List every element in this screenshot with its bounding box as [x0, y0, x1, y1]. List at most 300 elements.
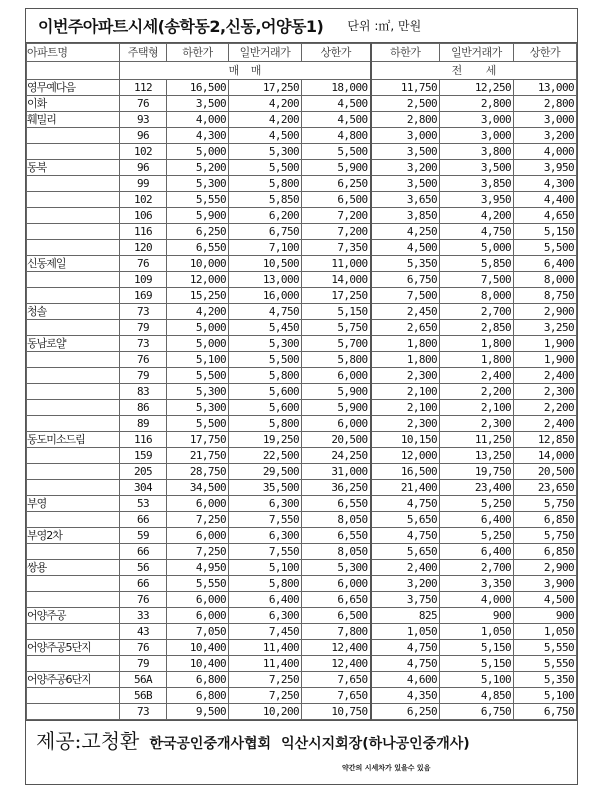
cell-apt-name: 어양주공	[27, 608, 120, 624]
header-sale-low: 하한가	[167, 44, 229, 62]
cell-sale-low: 7,050	[167, 624, 229, 640]
cell-sale-low: 5,300	[167, 176, 229, 192]
cell-jeonse-low: 1,800	[371, 352, 440, 368]
table-row	[27, 192, 577, 208]
cell-jeonse-high: 3,200	[514, 128, 577, 144]
cell-jeonse-low: 5,350	[371, 256, 440, 272]
table-row	[27, 384, 577, 400]
cell-jeonse-avg: 5,150	[440, 656, 514, 672]
cell-jeonse-low: 4,750	[371, 496, 440, 512]
table-row	[27, 560, 577, 576]
cell-jeonse-high: 4,300	[514, 176, 577, 192]
cell-jeonse-low: 7,500	[371, 288, 440, 304]
cell-sale-low: 5,200	[167, 160, 229, 176]
cell-jeonse-high: 5,150	[514, 224, 577, 240]
cell-jeonse-avg: 2,700	[440, 560, 514, 576]
cell-jeonse-high: 2,900	[514, 304, 577, 320]
cell-jeonse-avg: 5,250	[440, 528, 514, 544]
cell-jeonse-avg: 6,750	[440, 704, 514, 720]
cell-sale-avg: 6,300	[229, 528, 302, 544]
cell-jeonse-low: 3,200	[371, 576, 440, 592]
cell-sale-high: 6,650	[302, 592, 371, 608]
cell-size: 73	[120, 304, 167, 320]
cell-size: 76	[120, 640, 167, 656]
cell-apt-name: 어양주공6단지	[27, 672, 120, 688]
cell-apt-name	[27, 128, 120, 144]
cell-jeonse-low: 825	[371, 608, 440, 624]
cell-jeonse-high: 3,000	[514, 112, 577, 128]
table-row	[27, 416, 577, 432]
cell-sale-low: 10,400	[167, 640, 229, 656]
cell-sale-avg: 6,400	[229, 592, 302, 608]
title-row	[26, 9, 577, 43]
table-row	[27, 208, 577, 224]
cell-sale-avg: 5,600	[229, 384, 302, 400]
cell-sale-avg: 22,500	[229, 448, 302, 464]
cell-jeonse-avg: 2,400	[440, 368, 514, 384]
table-row	[27, 128, 577, 144]
unit-label: 단위 :㎡, 만원	[347, 19, 422, 33]
cell-sale-avg: 7,250	[229, 672, 302, 688]
cell-sale-avg: 10,500	[229, 256, 302, 272]
cell-jeonse-low: 1,800	[371, 336, 440, 352]
cell-jeonse-low: 2,450	[371, 304, 440, 320]
cell-size: 73	[120, 704, 167, 720]
cell-sale-low: 6,800	[167, 672, 229, 688]
cell-size: 79	[120, 368, 167, 384]
cell-jeonse-avg: 19,750	[440, 464, 514, 480]
cell-jeonse-avg: 2,100	[440, 400, 514, 416]
cell-sale-low: 21,750	[167, 448, 229, 464]
cell-jeonse-low: 4,750	[371, 640, 440, 656]
cell-sale-avg: 5,500	[229, 160, 302, 176]
cell-sale-high: 8,050	[302, 544, 371, 560]
table-row	[27, 320, 577, 336]
cell-sale-low: 5,000	[167, 336, 229, 352]
cell-jeonse-avg: 8,000	[440, 288, 514, 304]
cell-apt-name	[27, 400, 120, 416]
cell-size: 66	[120, 544, 167, 560]
cell-apt-name: 동도미소드림	[27, 432, 120, 448]
cell-jeonse-low: 3,200	[371, 160, 440, 176]
cell-jeonse-high: 900	[514, 608, 577, 624]
cell-size: 66	[120, 576, 167, 592]
cell-apt-name	[27, 464, 120, 480]
cell-sale-high: 12,400	[302, 656, 371, 672]
cell-jeonse-high: 6,400	[514, 256, 577, 272]
cell-jeonse-high: 2,300	[514, 384, 577, 400]
cell-jeonse-high: 5,350	[514, 672, 577, 688]
cell-sale-low: 10,000	[167, 256, 229, 272]
cell-sale-high: 6,500	[302, 192, 371, 208]
cell-sale-high: 5,150	[302, 304, 371, 320]
cell-apt-name	[27, 704, 120, 720]
table-row	[27, 240, 577, 256]
cell-size: 102	[120, 192, 167, 208]
cell-sale-avg: 13,000	[229, 272, 302, 288]
header-jeonse-avg: 일반거래가	[440, 44, 514, 62]
cell-sale-avg: 7,550	[229, 544, 302, 560]
cell-sale-high: 7,650	[302, 672, 371, 688]
cell-jeonse-high: 1,900	[514, 352, 577, 368]
cell-jeonse-low: 2,300	[371, 368, 440, 384]
cell-apt-name	[27, 288, 120, 304]
cell-jeonse-low: 3,500	[371, 144, 440, 160]
cell-sale-high: 11,000	[302, 256, 371, 272]
cell-jeonse-low: 3,750	[371, 592, 440, 608]
price-table	[26, 43, 577, 720]
table-row	[27, 608, 577, 624]
cell-size: 76	[120, 592, 167, 608]
cell-sale-high: 6,000	[302, 368, 371, 384]
table-row	[27, 592, 577, 608]
table-row	[27, 512, 577, 528]
cell-size: 56	[120, 560, 167, 576]
cell-jeonse-avg: 3,500	[440, 160, 514, 176]
cell-jeonse-low: 2,100	[371, 384, 440, 400]
cell-jeonse-low: 6,250	[371, 704, 440, 720]
cell-sale-avg: 19,250	[229, 432, 302, 448]
cell-jeonse-low: 2,300	[371, 416, 440, 432]
cell-jeonse-high: 14,000	[514, 448, 577, 464]
cell-sale-avg: 10,200	[229, 704, 302, 720]
cell-jeonse-low: 5,650	[371, 544, 440, 560]
cell-jeonse-high: 3,950	[514, 160, 577, 176]
cell-apt-name	[27, 544, 120, 560]
table-row	[27, 432, 577, 448]
cell-jeonse-avg: 5,250	[440, 496, 514, 512]
cell-apt-name: 쌍용	[27, 560, 120, 576]
cell-sale-avg: 5,800	[229, 368, 302, 384]
table-row	[27, 688, 577, 704]
cell-apt-name	[27, 448, 120, 464]
cell-sale-high: 6,000	[302, 416, 371, 432]
cell-size: 53	[120, 496, 167, 512]
cell-size: 102	[120, 144, 167, 160]
cell-sale-avg: 5,500	[229, 352, 302, 368]
cell-sale-high: 24,250	[302, 448, 371, 464]
cell-sale-low: 6,800	[167, 688, 229, 704]
cell-jeonse-avg: 900	[440, 608, 514, 624]
cell-jeonse-high: 2,900	[514, 560, 577, 576]
cell-jeonse-high: 2,400	[514, 368, 577, 384]
cell-size: 79	[120, 656, 167, 672]
office: 익산시지회장(하나공인중개사)	[281, 736, 470, 752]
cell-size: 304	[120, 480, 167, 496]
cell-jeonse-high: 8,750	[514, 288, 577, 304]
cell-sale-low: 16,500	[167, 80, 229, 96]
association: 한국공인중개사협회	[149, 736, 272, 752]
cell-size: 99	[120, 176, 167, 192]
cell-sale-high: 5,900	[302, 384, 371, 400]
cell-sale-avg: 11,400	[229, 640, 302, 656]
cell-jeonse-low: 2,800	[371, 112, 440, 128]
cell-apt-name: 어양주공5단지	[27, 640, 120, 656]
cell-jeonse-high: 8,000	[514, 272, 577, 288]
cell-jeonse-high: 5,100	[514, 688, 577, 704]
price-sheet	[25, 8, 578, 785]
cell-size: 73	[120, 336, 167, 352]
cell-sale-low: 5,550	[167, 576, 229, 592]
cell-size: 79	[120, 320, 167, 336]
cell-apt-name	[27, 368, 120, 384]
cell-apt-name	[27, 224, 120, 240]
cell-sale-high: 31,000	[302, 464, 371, 480]
cell-sale-high: 17,250	[302, 288, 371, 304]
cell-sale-high: 4,500	[302, 96, 371, 112]
table-row	[27, 176, 577, 192]
cell-jeonse-low: 11,750	[371, 80, 440, 96]
cell-size: 116	[120, 432, 167, 448]
cell-sale-low: 17,750	[167, 432, 229, 448]
cell-jeonse-high: 3,250	[514, 320, 577, 336]
cell-jeonse-high: 13,000	[514, 80, 577, 96]
provider: 제공:고청환	[36, 729, 140, 753]
cell-jeonse-avg: 1,800	[440, 336, 514, 352]
cell-sale-low: 28,750	[167, 464, 229, 480]
cell-sale-high: 20,500	[302, 432, 371, 448]
cell-jeonse-high: 1,050	[514, 624, 577, 640]
cell-sale-avg: 29,500	[229, 464, 302, 480]
cell-jeonse-avg: 5,150	[440, 640, 514, 656]
cell-jeonse-avg: 1,050	[440, 624, 514, 640]
cell-jeonse-avg: 4,750	[440, 224, 514, 240]
cell-jeonse-low: 2,650	[371, 320, 440, 336]
cell-size: 159	[120, 448, 167, 464]
cell-sale-avg: 6,200	[229, 208, 302, 224]
cell-jeonse-avg: 4,000	[440, 592, 514, 608]
cell-sale-avg: 5,300	[229, 144, 302, 160]
table-row	[27, 368, 577, 384]
cell-sale-high: 5,700	[302, 336, 371, 352]
cell-sale-high: 7,200	[302, 224, 371, 240]
cell-jeonse-low: 6,750	[371, 272, 440, 288]
table-row	[27, 96, 577, 112]
group-jeonse: 전 세	[371, 62, 577, 80]
cell-jeonse-low: 4,350	[371, 688, 440, 704]
cell-size: 96	[120, 128, 167, 144]
cell-jeonse-high: 20,500	[514, 464, 577, 480]
footer	[26, 720, 577, 784]
cell-sale-high: 14,000	[302, 272, 371, 288]
group-sale: 매 매	[120, 62, 371, 80]
cell-sale-high: 12,400	[302, 640, 371, 656]
cell-sale-low: 7,250	[167, 512, 229, 528]
cell-jeonse-high: 1,900	[514, 336, 577, 352]
cell-apt-name: 청솔	[27, 304, 120, 320]
cell-sale-high: 7,650	[302, 688, 371, 704]
cell-jeonse-low: 4,600	[371, 672, 440, 688]
cell-sale-high: 7,800	[302, 624, 371, 640]
cell-apt-name: 이화	[27, 96, 120, 112]
cell-sale-low: 5,000	[167, 320, 229, 336]
table-row	[27, 544, 577, 560]
cell-jeonse-high: 23,650	[514, 480, 577, 496]
cell-sale-avg: 17,250	[229, 80, 302, 96]
table-row	[27, 624, 577, 640]
cell-jeonse-low: 2,100	[371, 400, 440, 416]
cell-jeonse-high: 2,800	[514, 96, 577, 112]
cell-sale-low: 12,000	[167, 272, 229, 288]
cell-apt-name: 훼밀리	[27, 112, 120, 128]
disclaimer-note: 약간의 시세차가 있을수 있음	[342, 764, 431, 772]
cell-sale-low: 6,000	[167, 496, 229, 512]
cell-jeonse-high: 6,750	[514, 704, 577, 720]
cell-jeonse-avg: 2,850	[440, 320, 514, 336]
cell-apt-name	[27, 272, 120, 288]
table-row	[27, 576, 577, 592]
cell-size: 112	[120, 80, 167, 96]
cell-jeonse-avg: 3,800	[440, 144, 514, 160]
cell-jeonse-low: 3,650	[371, 192, 440, 208]
cell-jeonse-avg: 3,950	[440, 192, 514, 208]
cell-jeonse-high: 5,550	[514, 640, 577, 656]
cell-sale-low: 5,550	[167, 192, 229, 208]
cell-jeonse-high: 5,750	[514, 496, 577, 512]
cell-jeonse-avg: 6,400	[440, 512, 514, 528]
header-sale-high: 상한가	[302, 44, 371, 62]
cell-size: 96	[120, 160, 167, 176]
cell-size: 56B	[120, 688, 167, 704]
cell-jeonse-high: 4,650	[514, 208, 577, 224]
cell-size: 59	[120, 528, 167, 544]
cell-jeonse-high: 2,200	[514, 400, 577, 416]
cell-size: 76	[120, 352, 167, 368]
cell-jeonse-high: 6,850	[514, 512, 577, 528]
cell-jeonse-low: 3,000	[371, 128, 440, 144]
header-sale-avg: 일반거래가	[229, 44, 302, 62]
cell-size: 93	[120, 112, 167, 128]
cell-sale-low: 6,000	[167, 528, 229, 544]
cell-sale-low: 34,500	[167, 480, 229, 496]
cell-sale-high: 6,550	[302, 528, 371, 544]
cell-jeonse-high: 4,000	[514, 144, 577, 160]
table-row	[27, 272, 577, 288]
cell-size: 66	[120, 512, 167, 528]
cell-jeonse-avg: 4,200	[440, 208, 514, 224]
cell-jeonse-low: 3,500	[371, 176, 440, 192]
cell-size: 76	[120, 256, 167, 272]
cell-sale-low: 3,500	[167, 96, 229, 112]
header-jeonse-low: 하한가	[371, 44, 440, 62]
cell-sale-avg: 5,800	[229, 416, 302, 432]
page-title: 이번주아파트시세(송학동2,신동,어양동1)	[38, 17, 324, 36]
cell-size: 56A	[120, 672, 167, 688]
table-row	[27, 672, 577, 688]
cell-jeonse-avg: 11,250	[440, 432, 514, 448]
cell-sale-avg: 5,850	[229, 192, 302, 208]
cell-sale-high: 8,050	[302, 512, 371, 528]
cell-jeonse-high: 12,850	[514, 432, 577, 448]
table-row	[27, 80, 577, 96]
cell-sale-avg: 35,500	[229, 480, 302, 496]
table-row	[27, 144, 577, 160]
table-row	[27, 256, 577, 272]
header-jeonse-high: 상한가	[514, 44, 577, 62]
cell-size: 33	[120, 608, 167, 624]
cell-apt-name: 동남로얄	[27, 336, 120, 352]
table-row	[27, 448, 577, 464]
cell-sale-high: 7,350	[302, 240, 371, 256]
cell-jeonse-low: 4,750	[371, 656, 440, 672]
cell-jeonse-high: 5,500	[514, 240, 577, 256]
cell-jeonse-avg: 5,100	[440, 672, 514, 688]
cell-apt-name: 동북	[27, 160, 120, 176]
cell-sale-low: 5,000	[167, 144, 229, 160]
cell-apt-name	[27, 480, 120, 496]
cell-sale-avg: 7,450	[229, 624, 302, 640]
table-row	[27, 304, 577, 320]
cell-sale-low: 6,000	[167, 608, 229, 624]
cell-sale-low: 5,900	[167, 208, 229, 224]
cell-jeonse-low: 2,500	[371, 96, 440, 112]
table-row	[27, 528, 577, 544]
cell-size: 109	[120, 272, 167, 288]
footer-credit-line	[36, 725, 470, 754]
cell-apt-name	[27, 352, 120, 368]
cell-sale-low: 9,500	[167, 704, 229, 720]
cell-sale-high: 5,750	[302, 320, 371, 336]
table-row	[27, 480, 577, 496]
cell-jeonse-avg: 4,850	[440, 688, 514, 704]
cell-apt-name	[27, 208, 120, 224]
cell-jeonse-avg: 3,350	[440, 576, 514, 592]
cell-apt-name	[27, 144, 120, 160]
table-row	[27, 224, 577, 240]
table-row	[27, 640, 577, 656]
cell-apt-name: 부영	[27, 496, 120, 512]
cell-apt-name: 부영2차	[27, 528, 120, 544]
cell-jeonse-high: 5,550	[514, 656, 577, 672]
table-row	[27, 288, 577, 304]
cell-jeonse-high: 6,850	[514, 544, 577, 560]
cell-sale-avg: 5,800	[229, 576, 302, 592]
cell-sale-avg: 5,800	[229, 176, 302, 192]
cell-apt-name	[27, 320, 120, 336]
cell-jeonse-low: 4,750	[371, 528, 440, 544]
cell-sale-low: 10,400	[167, 656, 229, 672]
cell-sale-avg: 4,200	[229, 112, 302, 128]
cell-apt-name	[27, 176, 120, 192]
cell-sale-high: 6,550	[302, 496, 371, 512]
cell-jeonse-avg: 2,200	[440, 384, 514, 400]
cell-apt-name	[27, 240, 120, 256]
cell-jeonse-low: 5,650	[371, 512, 440, 528]
cell-jeonse-low: 10,150	[371, 432, 440, 448]
cell-apt-name	[27, 592, 120, 608]
cell-jeonse-low: 16,500	[371, 464, 440, 480]
cell-jeonse-avg: 13,250	[440, 448, 514, 464]
cell-jeonse-low: 3,850	[371, 208, 440, 224]
cell-jeonse-avg: 2,300	[440, 416, 514, 432]
table-row	[27, 352, 577, 368]
cell-sale-high: 5,900	[302, 400, 371, 416]
cell-jeonse-high: 4,500	[514, 592, 577, 608]
cell-sale-low: 5,300	[167, 384, 229, 400]
cell-jeonse-low: 1,050	[371, 624, 440, 640]
cell-jeonse-avg: 7,500	[440, 272, 514, 288]
cell-jeonse-low: 4,500	[371, 240, 440, 256]
cell-jeonse-avg: 6,400	[440, 544, 514, 560]
cell-jeonse-high: 4,400	[514, 192, 577, 208]
cell-sale-low: 6,250	[167, 224, 229, 240]
cell-sale-avg: 6,750	[229, 224, 302, 240]
cell-jeonse-low: 12,000	[371, 448, 440, 464]
cell-size: 169	[120, 288, 167, 304]
cell-size: 106	[120, 208, 167, 224]
cell-sale-low: 4,300	[167, 128, 229, 144]
cell-sale-avg: 6,300	[229, 608, 302, 624]
